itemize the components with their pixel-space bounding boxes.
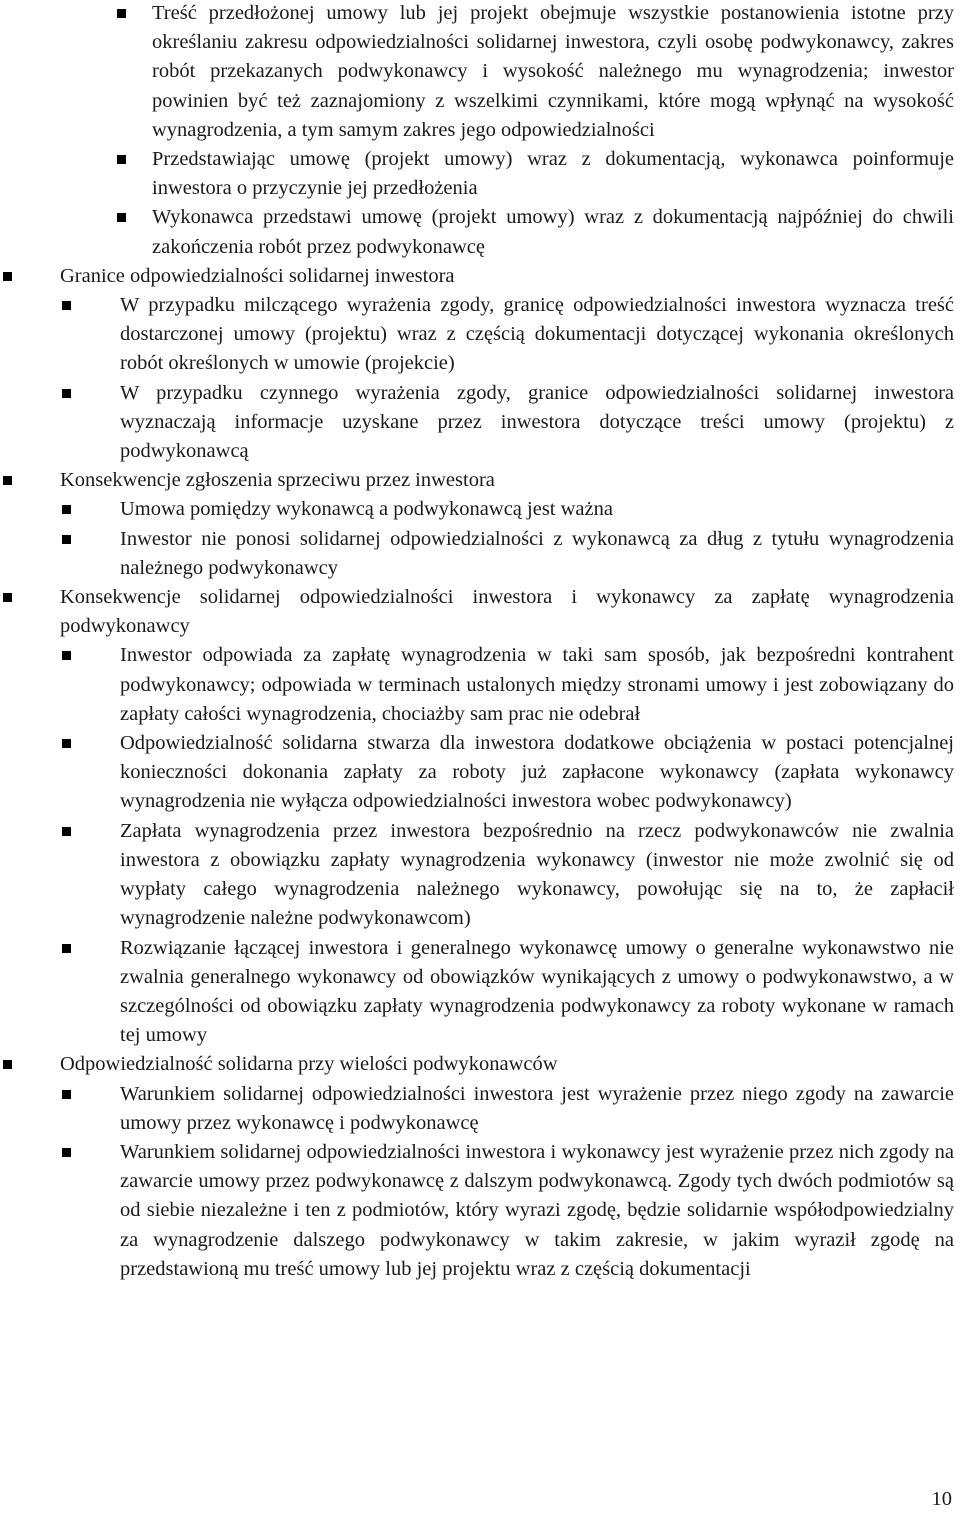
list-item: W przypadku czynnego wyrażenia zgody, granice odpowiedzialności solidarnej inwestora wyznaczają informacje uzyskane przez inwestora dotyczące treści umowy (projektu) z podwykonawcą bbox=[0, 379, 954, 467]
square-bullet-icon bbox=[62, 1090, 71, 1099]
sub-list bbox=[0, 641, 954, 1050]
list-item: Treść przedłożonej umowy lub jej projekt obejmuje wszystkie postanowienia istotne przy określaniu zakresu odpowiedzialności solidarnej inwestora, czyli osobę podwykonawcy, zakres robót przekazanych podwykonawcy i wysokość należnego mu wynagrodzenia; inwestor powinien być też zaznajomiony z wszelkimi czynnikami, które mogą wpłynąć na wysokość wynagrodzenia, a tym samym zakres jego odpowiedzialności bbox=[0, 0, 954, 145]
page-number: 10 bbox=[931, 1488, 952, 1510]
intro-list bbox=[0, 0, 954, 262]
list-item: Warunkiem solidarnej odpowiedzialności inwestora i wykonawcy jest wyrażenie przez nich zgody na zawarcie umowy przez podwykonawcę z dalszym podwykonawcą. Zgody tych dwóch podmiotów są od siebie niezależne i ten z podmiotów, który wyrazi zgodę, będzie solidarnie współodpowiedzialny za wynagrodzenie dalszego podwykonawcy w takim zakresie, w jakim wyraził zgodę na przedstawioną mu treść umowy lub jej projektu wraz z częścią dokumentacji bbox=[0, 1138, 954, 1284]
square-bullet-icon bbox=[62, 301, 71, 310]
list-item: Przedstawiając umowę (projekt umowy) wraz z dokumentacją, wykonawca poinformuje inwestora o przyczynie jej przedłożenia bbox=[0, 145, 954, 203]
list-item: Warunkiem solidarnej odpowiedzialności inwestora jest wyrażenie przez niego zgody na zawarcie umowy przez wykonawcę i podwykonawcę bbox=[0, 1080, 954, 1138]
section-heading: Odpowiedzialność solidarna przy wielości podwykonawców bbox=[0, 1050, 954, 1079]
section bbox=[0, 262, 954, 466]
square-bullet-icon bbox=[3, 476, 12, 485]
square-bullet-icon bbox=[62, 739, 71, 748]
square-bullet-icon bbox=[3, 1060, 12, 1069]
square-bullet-icon bbox=[3, 593, 12, 602]
square-bullet-icon bbox=[3, 272, 12, 281]
list-item: Umowa pomiędzy wykonawcą a podwykonawcą jest ważna bbox=[0, 495, 954, 524]
sub-list bbox=[0, 1080, 954, 1284]
list-item: Odpowiedzialność solidarna stwarza dla inwestora dodatkowe obciążenia w postaci potencjalnej konieczności dokonania zapłaty za roboty już zapłacone wykonawcy (zapłata wykonawcy wynagrodzenia nie wyłącza odpowiedzialności inwestora wobec podwykonawcy) bbox=[0, 729, 954, 817]
list-item: Inwestor odpowiada za zapłatę wynagrodzenia w taki sam sposób, jak bezpośredni kontrahent podwykonawcy; odpowiada w terminach ustalonych między stronami umowy i jest zobowiązany do zapłaty całości wynagrodzenia, chociażby sam prac nie odebrał bbox=[0, 641, 954, 729]
section bbox=[0, 1050, 954, 1284]
square-bullet-icon bbox=[117, 155, 126, 164]
list-item: Wykonawca przedstawi umowę (projekt umowy) wraz z dokumentacją najpóźniej do chwili zakończenia robót przez podwykonawcę bbox=[0, 203, 954, 261]
sub-list bbox=[0, 495, 954, 583]
list-item: W przypadku milczącego wyrażenia zgody, granicę odpowiedzialności inwestora wyznacza treść dostarczonej umowy (projektu) wraz z częścią dokumentacji dotyczącej wykonania określonych robót określonych w umowie (projekcie) bbox=[0, 291, 954, 379]
section-heading: Granice odpowiedzialności solidarnej inwestora bbox=[0, 262, 954, 291]
square-bullet-icon bbox=[62, 505, 71, 514]
sub-list bbox=[0, 291, 954, 466]
square-bullet-icon bbox=[62, 1148, 71, 1157]
square-bullet-icon bbox=[62, 651, 71, 660]
section bbox=[0, 583, 954, 1050]
section bbox=[0, 466, 954, 583]
list-item: Inwestor nie ponosi solidarnej odpowiedzialności z wykonawcą za dług z tytułu wynagrodzenia należnego podwykonawcy bbox=[0, 525, 954, 583]
list-item: Rozwiązanie łączącej inwestora i generalnego wykonawcę umowy o generalne wykonawstwo nie zwalnia generalnego wykonawcy od obowiązków wynikających z umowy o podwykonawstwo, a w szczególności od obowiązku zapłaty wynagrodzenia podwykonawcy za roboty wykonane w ramach tej umowy bbox=[0, 934, 954, 1051]
list-item: Zapłata wynagrodzenia przez inwestora bezpośrednio na rzecz podwykonawców nie zwalnia inwestora z obowiązku zapłaty wynagrodzenia wykonawcy (inwestor nie może zwolnić się od wypłaty całego wynagrodzenia należnego wykonawcy, powołując się na to, że zapłacił wynagrodzenie należne podwykonawcom) bbox=[0, 817, 954, 934]
square-bullet-icon bbox=[117, 9, 126, 18]
square-bullet-icon bbox=[117, 213, 126, 222]
square-bullet-icon bbox=[62, 827, 71, 836]
section-list bbox=[0, 262, 954, 1284]
section-heading: Konsekwencje solidarnej odpowiedzialności inwestora i wykonawcy za zapłatę wynagrodzenia podwykonawcy bbox=[0, 583, 954, 641]
square-bullet-icon bbox=[62, 535, 71, 544]
square-bullet-icon bbox=[62, 944, 71, 953]
section-heading: Konsekwencje zgłoszenia sprzeciwu przez inwestora bbox=[0, 466, 954, 495]
square-bullet-icon bbox=[62, 389, 71, 398]
